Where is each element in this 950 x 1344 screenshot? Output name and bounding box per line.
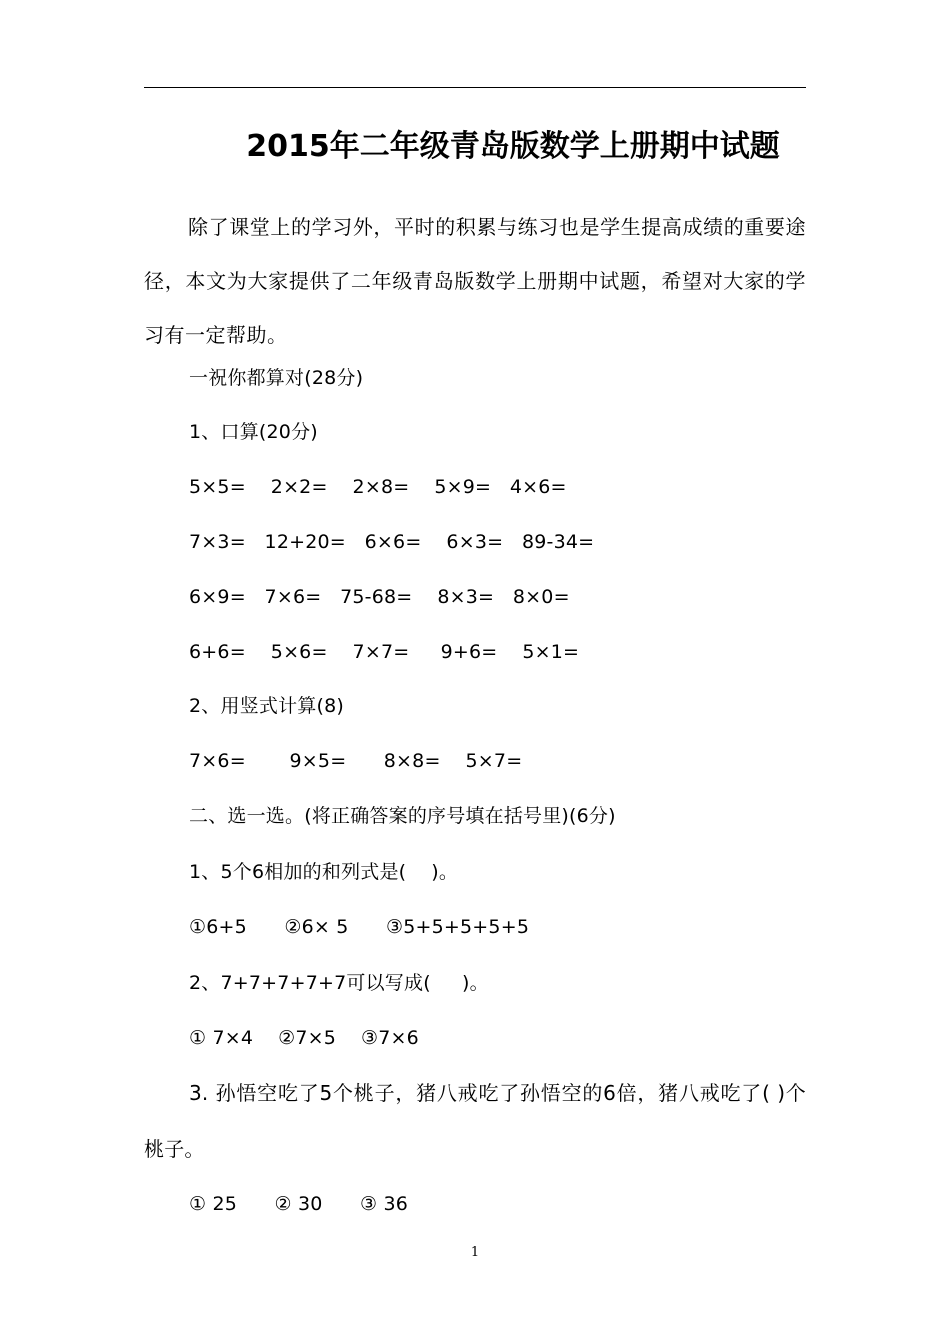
question-2-options: ① 7×4 ②7×5 ③7×6 bbox=[189, 1027, 419, 1049]
calc-row-2: 7×3= 12+20= 6×6= 6×3= 89-34= bbox=[189, 531, 595, 553]
question-1: 1、5个6相加的和列式是( )。 bbox=[189, 861, 459, 883]
page-title: 2015年二年级青岛版数学上册期中试题 bbox=[246, 129, 780, 164]
question-3-options: ① 25 ② 30 ③ 36 bbox=[189, 1193, 409, 1215]
header-rule bbox=[144, 87, 806, 88]
section-heading-2: 二、选一选。(将正确答案的序号填在括号里)(6分) bbox=[189, 805, 616, 827]
vertical-calc-row: 7×6= 9×5= 8×8= 5×7= bbox=[189, 750, 523, 772]
calc-row-4: 6+6= 5×6= 7×7= 9+6= 5×1= bbox=[189, 641, 580, 663]
subsection-vertical-calc: 2、用竖式计算(8) bbox=[189, 695, 345, 717]
section-heading-1: 一祝你都算对(28分) bbox=[189, 367, 364, 389]
intro-paragraph: 除了课堂上的学习外，平时的积累与练习也是学生提高成绩的重要途径，本文为大家提供了二年级青岛版数学上册期中试题，希望对大家的学习有一定帮助。 bbox=[144, 215, 806, 347]
question-3: 3. 孙悟空吃了5个桃子，猪八戒吃了孙悟空的6倍，猪八戒吃了( )个桃子。 bbox=[144, 1081, 806, 1161]
calc-row-3: 6×9= 7×6= 75-68= 8×3= 8×0= bbox=[189, 586, 570, 608]
page-number: 1 bbox=[470, 1245, 480, 1260]
subsection-oral-calc: 1、口算(20分) bbox=[189, 421, 318, 443]
calc-row-1: 5×5= 2×2= 2×8= 5×9= 4×6= bbox=[189, 476, 567, 498]
question-2: 2、7+7+7+7+7可以写成( )。 bbox=[189, 972, 489, 994]
question-1-options: ①6+5 ②6× 5 ③5+5+5+5+5 bbox=[189, 916, 530, 938]
